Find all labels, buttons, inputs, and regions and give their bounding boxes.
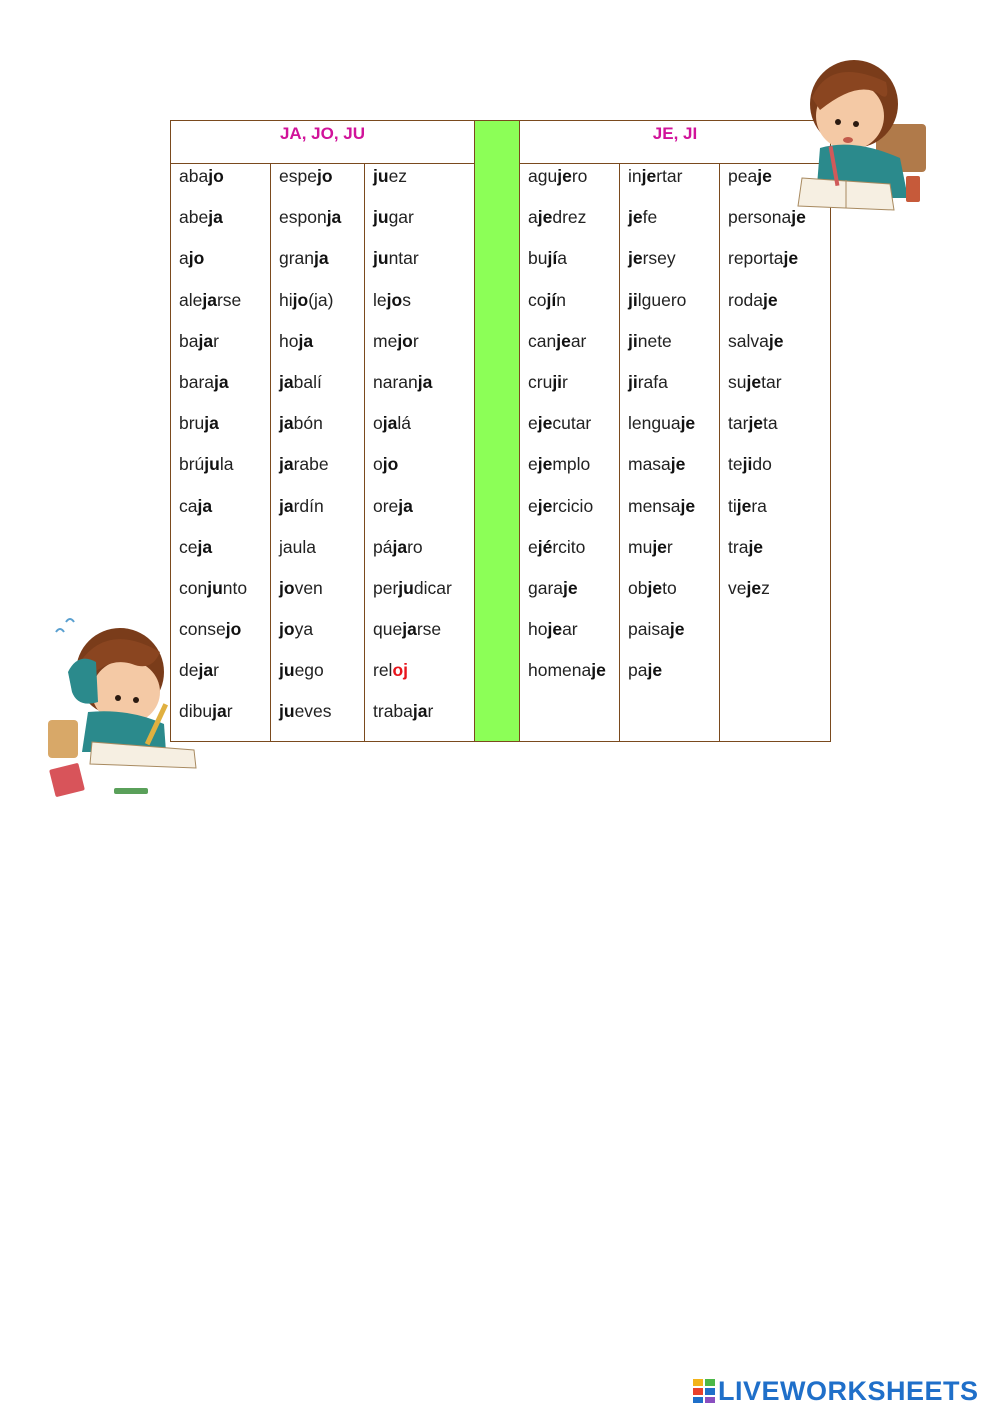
word-cell: mejor [373, 330, 419, 351]
word-cell: jarabe [279, 454, 329, 475]
word-cell: abeja [179, 207, 223, 228]
word-cell: jabón [279, 413, 323, 434]
word-cell: espejo [279, 166, 333, 186]
word-cell: ajedrez [528, 207, 587, 228]
word-cell: sujetar [728, 371, 782, 392]
je-ji-columns [520, 164, 830, 741]
word-cell: paisaje [628, 619, 685, 640]
word-cell: dejar [179, 660, 219, 681]
boy-writing-illustration [790, 38, 930, 216]
word-cell: paje [628, 660, 663, 681]
boy-thinking-illustration [48, 612, 200, 807]
word-cell: consejo [179, 619, 242, 640]
word-cell: esponja [279, 207, 342, 228]
word-cell: reloj [373, 660, 409, 681]
word-cell: ajo [179, 248, 205, 269]
word-cell: canjear [528, 330, 587, 351]
word-cell: salvaje [728, 330, 784, 351]
word-column [520, 164, 620, 741]
word-cell: personaje [728, 207, 806, 228]
word-cell: jardín [279, 495, 324, 516]
ja-jo-ju-panel [170, 120, 475, 742]
word-cell: reportaje [728, 248, 799, 269]
word-column [271, 164, 365, 741]
word-cell: ejecutar [528, 413, 592, 434]
word-cell: tarjeta [728, 413, 778, 434]
green-divider [475, 120, 519, 742]
word-cell: tejido [728, 454, 772, 475]
word-cell: agujero [528, 166, 588, 186]
word-cell: joya [279, 619, 314, 640]
word-cell: mujer [628, 536, 673, 557]
word-cell: bruja [179, 413, 219, 434]
word-cell: granja [279, 248, 329, 269]
je-ji-panel [519, 120, 831, 742]
ja-jo-ju-columns [171, 164, 474, 741]
je-ji-header: JE, JI [520, 121, 830, 164]
word-cell: masaje [628, 454, 686, 475]
word-cell: jersey [628, 248, 676, 269]
word-cell: jinete [628, 330, 672, 351]
word-cell: traje [728, 536, 764, 557]
word-cell: hoja [279, 330, 314, 351]
word-cell: conjunto [179, 577, 248, 598]
word-cell: mensaje [628, 495, 696, 516]
word-cell: dibujar [179, 701, 233, 722]
word-cell: jueves [279, 701, 332, 722]
word-cell: brújula [179, 454, 234, 475]
word-cell: crujir [528, 371, 568, 392]
word-cell: joven [279, 577, 323, 598]
liveworksheets-logo [693, 1375, 979, 1407]
word-cell: naranja [373, 371, 433, 392]
word-cell: objeto [628, 577, 677, 598]
word-cell: oreja [373, 495, 413, 516]
word-cell: jefe [628, 207, 658, 228]
ja-jo-ju-header: JA, JO, JU [171, 121, 474, 164]
word-cell: quejarse [373, 619, 442, 640]
word-cell: cojín [528, 289, 566, 310]
word-cell: bajar [179, 330, 219, 351]
word-column [365, 164, 473, 741]
word-cell: caja [179, 495, 213, 516]
word-cell: tijera [728, 495, 767, 516]
word-cell: ojo [373, 454, 399, 475]
word-cell: ejercicio [528, 495, 594, 516]
word-cell: jirafa [628, 371, 668, 392]
word-cell: bujía [528, 248, 567, 269]
word-cell: trabajar [373, 701, 434, 722]
liveworksheets-logo-text: LIVEWORKSHEETS [718, 1375, 979, 1406]
word-cell: hojear [528, 619, 578, 640]
word-cell: ceja [179, 536, 213, 557]
word-cell: juntar [373, 248, 419, 269]
word-cell: abajo [179, 166, 224, 186]
word-cell: garaje [528, 577, 578, 598]
word-cell: alejarse [179, 289, 242, 310]
word-cell: jugar [373, 207, 414, 228]
word-cell: perjudicar [373, 577, 452, 598]
word-cell: vejez [728, 577, 770, 598]
word-cell: lenguaje [628, 413, 696, 434]
word-cell: ejército [528, 536, 586, 557]
word-cell: hijo(ja) [279, 289, 334, 310]
word-cell: pájaro [373, 536, 423, 557]
word-cell: homenaje [528, 660, 606, 681]
word-table [170, 120, 831, 742]
word-cell: lejos [373, 289, 411, 310]
word-cell: jilguero [628, 289, 687, 310]
word-cell: rodaje [728, 289, 778, 310]
word-cell: jabalí [279, 371, 322, 392]
word-cell: juego [279, 660, 324, 681]
liveworksheets-logo-icon [693, 1379, 715, 1403]
word-cell: baraja [179, 371, 229, 392]
word-column [620, 164, 720, 741]
word-cell: jaula [279, 536, 316, 557]
word-cell: peaje [728, 166, 772, 186]
word-cell: juez [373, 166, 408, 186]
word-column [720, 164, 829, 741]
word-cell: ojalá [373, 413, 411, 434]
word-cell: ejemplo [528, 454, 591, 475]
word-cell: injertar [628, 166, 683, 186]
